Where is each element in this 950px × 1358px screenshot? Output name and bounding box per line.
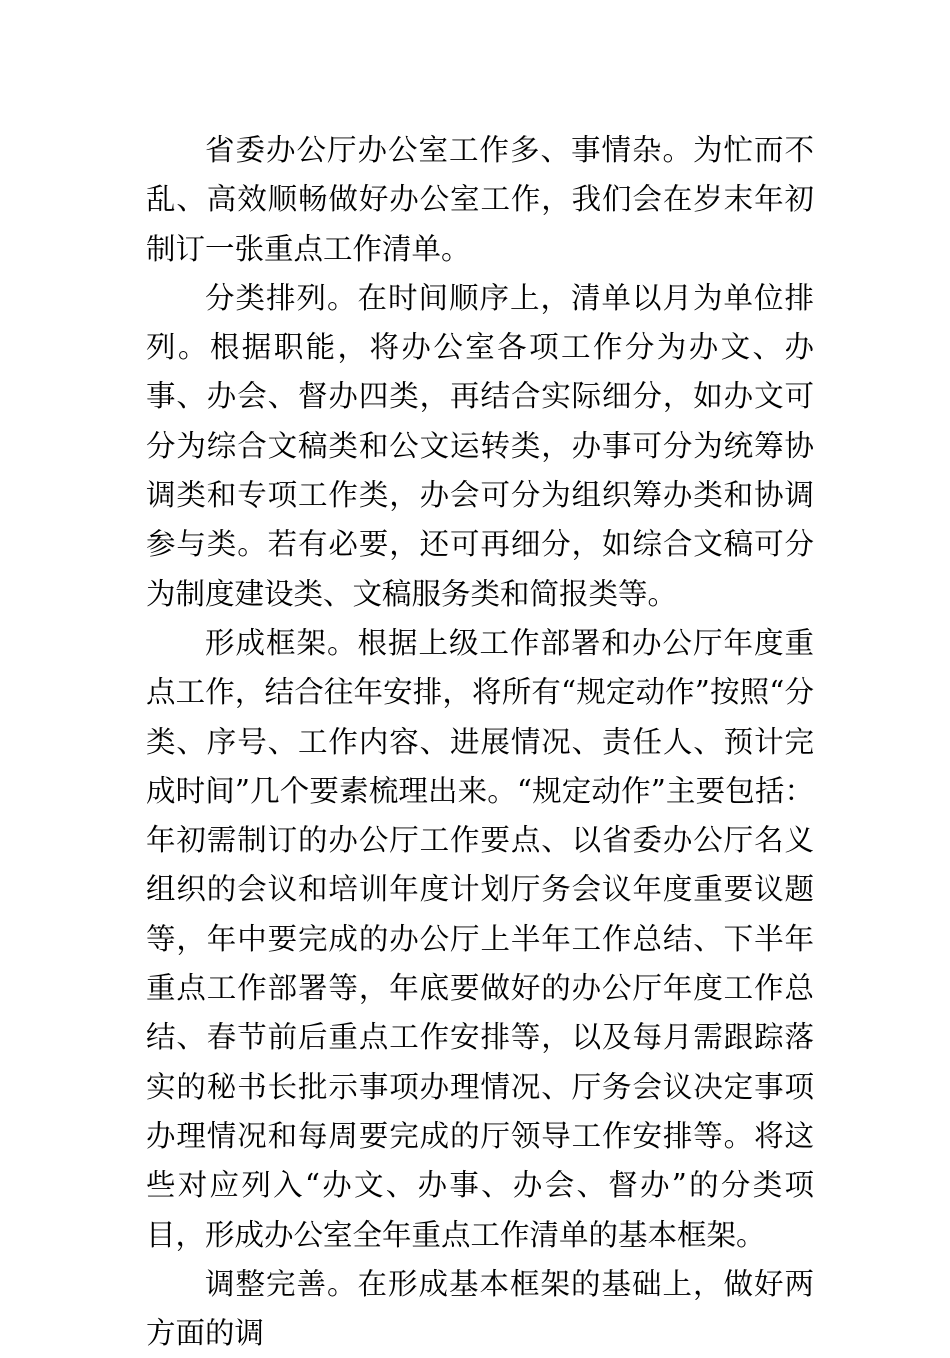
paragraph-framework: 形成框架。根据上级工作部署和办公厅年度重点工作，结合往年安排，将所有“规定动作”按照“分类、序号、工作内容、进展情况、责任人、预计完成时间”几个要素梳理出来。“规定动作”主要包括：年初需制订的办公厅工作要点、以省委办公厅名义组织的会议和培训年度计划厅务会议年度重要议题等，年中要完成的办公厅上半年工作总结、下半年重点工作部署等，年底要做好的办公厅年度工作总结、春节前后重点工作安排等，以及每月需跟踪落实的秘书长批示事项办理情况、厅务会议决定事项办理情况和每周要完成的厅领导工作安排等。将这些对应列入“办文、办事、办会、督办”的分类项目，形成办公室全年重点工作清单的基本框架。 (146, 625, 814, 1252)
paragraph-classification: 分类排列。在时间顺序上，清单以月为单位排列。根据职能，将办公室各项工作分为办文、办事、办会、督办四类，再结合实际细分，如办文可分为综合文稿类和公文运转类，办事可分为统筹协调类和专项工作类，办会可分为组织筹办类和协调参与类。若有必要，还可再细分，如综合文稿可分为制度建设类、文稿服务类和简报类等。 (146, 280, 814, 611)
document-body (146, 126, 814, 1358)
paragraph-adjustment: 调整完善。在形成基本框架的基础上，做好两方面的调 (146, 1266, 814, 1351)
paragraph-intro: 省委办公厅办公室工作多、事情杂。为忙而不乱、高效顺畅做好办公室工作，我们会在岁末年初制订一张重点工作清单。 (146, 133, 814, 266)
